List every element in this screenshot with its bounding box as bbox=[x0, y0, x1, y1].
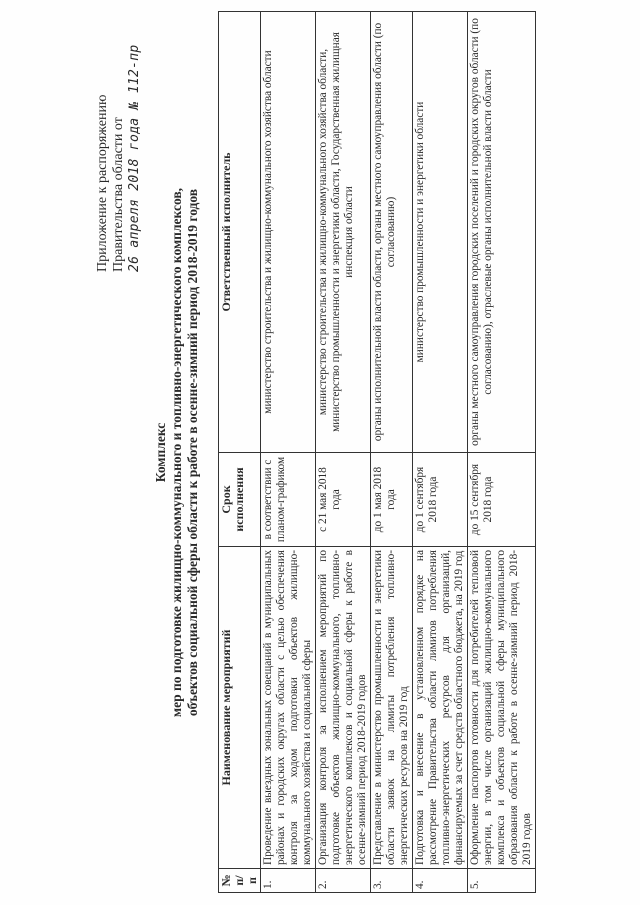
row-term: до 1 сентября 2018 года bbox=[413, 453, 468, 547]
approval-stamp bbox=[95, 32, 143, 272]
approval-line-2: Правительства области от bbox=[111, 117, 126, 272]
table-row bbox=[413, 12, 468, 893]
row-num: 3. bbox=[371, 869, 413, 893]
row-measure: Представление в министерство промышленности и энергетики области заявок на лимиты потребления топливно-энергетических ресурсов на 2019 год bbox=[371, 547, 413, 869]
header-num: № п/п bbox=[219, 869, 261, 893]
row-term: с 21 мая 2018 года bbox=[316, 453, 371, 547]
table-header-row bbox=[219, 12, 261, 893]
header-name: Наименование мероприятий bbox=[219, 547, 261, 869]
title-line-3: объектов социальной сферы области к работе в осенне-зимний период 2018-2019 годов bbox=[185, 188, 200, 717]
row-executor: органы местного самоуправления городских поселений и городских округов области (по согласованию), отраслевые органы исполнительной власти области bbox=[468, 12, 536, 453]
table-row bbox=[261, 12, 316, 893]
row-executor: министерство строительства и жилищно-коммунального хозяйства области bbox=[261, 12, 316, 453]
table-row bbox=[468, 12, 536, 893]
table-row bbox=[316, 12, 371, 893]
row-num: 4. bbox=[413, 869, 468, 893]
row-executor: министерство строительства и жилищно-коммунального хозяйства области, министерство промышленности и энергетики области, Государственная жилищная инспекция области bbox=[316, 12, 371, 453]
row-term: в соответствии с планом-графиком bbox=[261, 453, 316, 547]
document-title bbox=[153, 30, 201, 875]
row-num: 5. bbox=[468, 869, 536, 893]
row-term: до 15 сентября 2018 года bbox=[468, 453, 536, 547]
approval-line-3: 26 апреля 2018 года № 112-пр bbox=[127, 44, 142, 272]
header-exec: Ответственный исполнитель bbox=[219, 12, 261, 453]
row-executor: министерство промышленности и энергетики области bbox=[413, 12, 468, 453]
row-measure: Организация контроля за исполнением мероприятий по подготовке объектов жилищно-коммунального, топливно-энергетического комплексов и социальной сферы к работе в осенне-зимний период 2018-2019 годов bbox=[316, 547, 371, 869]
table-row bbox=[371, 12, 413, 893]
row-num: 1. bbox=[261, 869, 316, 893]
row-num: 2. bbox=[316, 869, 371, 893]
row-measure: Оформление паспортов готовности для потребителей тепловой энергии, в том числе организаций жилищно-коммунального комплекса и объектов социальной сферы муниципального образования области к работе в осенне-зимний период 2018-2019 годов bbox=[468, 547, 536, 869]
approval-line-1: Приложение к распоряжению bbox=[95, 94, 110, 272]
title-line-1: Комплекс bbox=[153, 422, 168, 483]
title-line-2: мер по подготовке жилищно-коммунального и топливно-энергетического комплексов, bbox=[169, 187, 184, 718]
row-executor: органы исполнительной власти области, органы местного самоуправления области (по согласованию) bbox=[371, 12, 413, 453]
measures-table bbox=[218, 11, 536, 893]
header-term: Срок исполнения bbox=[219, 453, 261, 547]
row-measure: Проведение выездных зональных совещаний в муниципальных районах и городских округах области с целью обеспечения контроля за ходом подготовки объектов жилищно-коммунального хозяйства и социальной сферы bbox=[261, 547, 316, 869]
row-term: до 1 мая 2018 года bbox=[371, 453, 413, 547]
row-measure: Подготовка и внесение в установленном порядке на рассмотрение Правительства области лимитов потребления топливно-энергетических ресурсов для организаций, финансируемых за счет средств областного бюджета, на 2019 год bbox=[413, 547, 468, 869]
